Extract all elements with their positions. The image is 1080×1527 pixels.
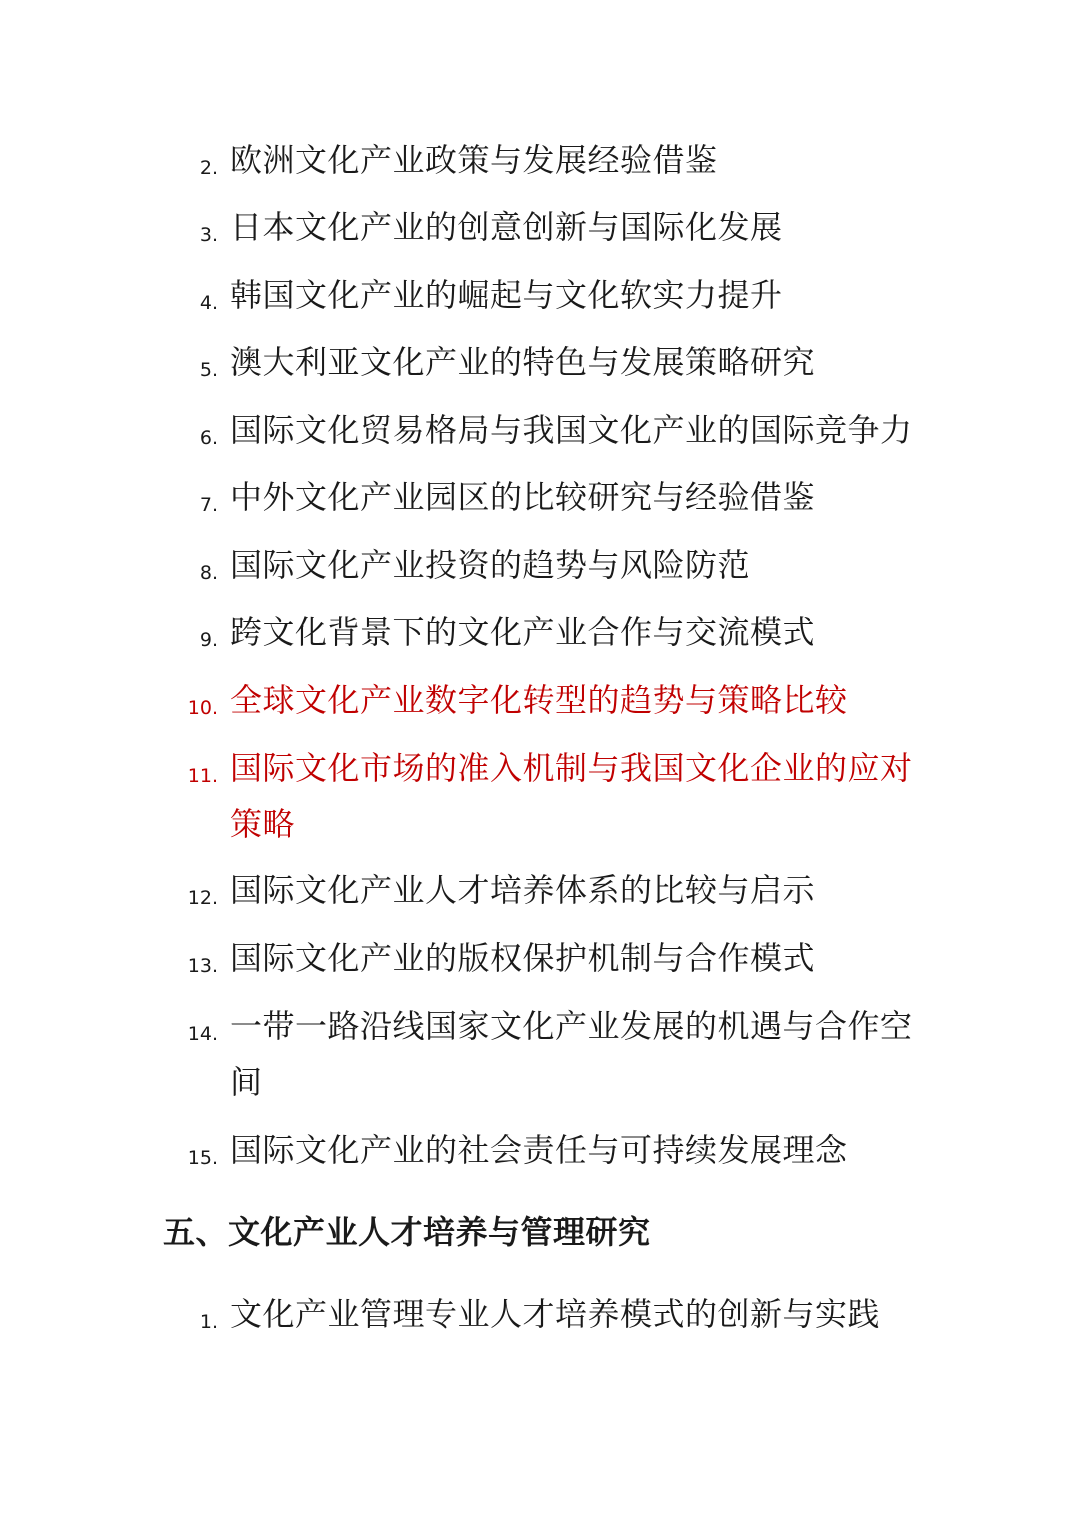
list-item-text: 韩国文化产业的崛起与文化软实力提升: [230, 276, 783, 314]
list-item-text: 日本文化产业的创意创新与国际化发展: [230, 208, 783, 246]
list-item-number: 2.: [199, 157, 218, 179]
list-item-number: 3.: [199, 224, 218, 246]
list-item-text: 一带一路沿线国家文化产业发展的机遇与合作空间: [230, 1007, 913, 1101]
list-item-number: 13.: [187, 955, 218, 977]
list-item-text: 跨文化背景下的文化产业合作与交流模式: [230, 613, 816, 651]
list-item-number: 4.: [199, 292, 218, 314]
section-heading: 五、文化产业人才培养与管理研究: [163, 1213, 651, 1251]
list-item-number: 7.: [199, 494, 218, 516]
list-item-number: 5.: [199, 359, 218, 381]
list-item-text: 国际文化贸易格局与我国文化产业的国际竞争力: [230, 411, 913, 449]
list-item-number: 9.: [199, 629, 218, 651]
list-item-text: 国际文化市场的准入机制与我国文化企业的应对策略: [230, 749, 913, 843]
list-item-text: 欧洲文化产业政策与发展经验借鉴: [230, 141, 718, 179]
list-item-text: 国际文化产业的社会责任与可持续发展理念: [230, 1131, 848, 1169]
list-item-number: 15.: [187, 1147, 218, 1169]
list-item-text: 澳大利亚文化产业的特色与发展策略研究: [230, 343, 816, 381]
list-item-text: 中外文化产业园区的比较研究与经验借鉴: [230, 478, 816, 516]
list-item-number: 6.: [199, 427, 218, 449]
list-item-text: 国际文化产业人才培养体系的比较与启示: [230, 871, 816, 909]
list-item-number: 10.: [187, 697, 218, 719]
list-item-text: 文化产业管理专业人才培养模式的创新与实践: [230, 1295, 881, 1333]
list-item-number: 14.: [187, 1023, 218, 1045]
list-item-number: 1.: [199, 1311, 218, 1333]
list-item-number: 8.: [199, 562, 218, 584]
list-item-text: 国际文化产业的版权保护机制与合作模式: [230, 939, 816, 977]
list-item-text: 全球文化产业数字化转型的趋势与策略比较: [230, 681, 848, 719]
list-item-number: 12.: [187, 887, 218, 909]
list-item-number: 11.: [187, 765, 218, 787]
list-item-text: 国际文化产业投资的趋势与风险防范: [230, 546, 751, 584]
